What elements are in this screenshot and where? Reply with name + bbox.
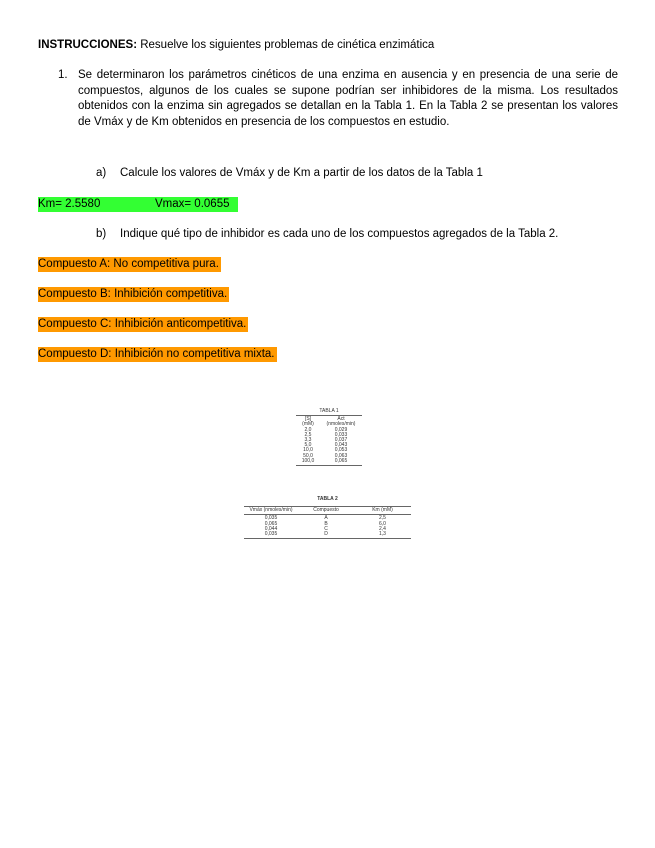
tabla-1-title: TABLA 1 xyxy=(319,408,339,414)
answer-compuesto-b: Compuesto B: Inhibición competitiva. xyxy=(38,288,228,300)
cell-act: 0,029 xyxy=(334,426,348,433)
tabla-2-title: TABLA 2 xyxy=(317,496,338,502)
table-row xyxy=(296,459,362,464)
answer-a-highlight xyxy=(38,197,238,212)
cell-compuesto: C xyxy=(324,525,328,532)
answer-vmax: Vmax= 0.0655 xyxy=(155,198,230,210)
tabla-1-header-s: [S] xyxy=(304,416,312,423)
cell-act: 0,053 xyxy=(334,447,348,454)
tabla-2-header xyxy=(244,508,411,513)
cell-act: 0,037 xyxy=(334,437,348,444)
cell-s: 2,5 xyxy=(304,431,312,438)
cell-vmax: 0,035 xyxy=(264,531,278,538)
part-b-text: Indique qué tipo de inhibidor es cada uno de los compuestos agregados de la Tabla 2. xyxy=(120,228,559,240)
cell-vmax: 0,065 xyxy=(264,520,278,527)
cell-s: 50,0 xyxy=(303,452,313,459)
problem-number: 1. xyxy=(58,69,68,81)
cell-km: 6,0 xyxy=(379,520,386,527)
instructions-text: Resuelve los siguientes problemas de cinética enzimática xyxy=(137,39,435,51)
cell-act: 0,063 xyxy=(334,452,348,459)
part-b xyxy=(96,228,558,240)
cell-compuesto: B xyxy=(324,520,328,527)
cell-act: 0,033 xyxy=(334,431,348,438)
tabla-1-unit-s: (mM) xyxy=(302,421,314,428)
cell-km: 2,5 xyxy=(379,515,386,522)
part-a-text: Calcule los valores de Vmáx y de Km a partir de los datos de la Tabla 1 xyxy=(120,167,483,179)
answer-compuesto-c: Compuesto C: Inhibición anticompetitiva. xyxy=(38,318,247,330)
tabla-1 xyxy=(296,409,362,467)
cell-vmax: 0,044 xyxy=(264,525,278,532)
tabla-2-header-vmax: Vmáx (nmoles/min) xyxy=(249,507,293,514)
answer-compuesto-a: Compuesto A: No competitiva pura. xyxy=(38,258,219,270)
part-a-label: a) xyxy=(96,167,107,179)
cell-s: 10,0 xyxy=(303,447,313,454)
tabla-2-header-km: Km (mM) xyxy=(372,507,393,514)
part-b-label: b) xyxy=(96,228,107,240)
cell-s: 2,0 xyxy=(304,426,312,433)
cell-compuesto: D xyxy=(324,531,328,538)
cell-km: 2,4 xyxy=(379,525,386,532)
tabla-2 xyxy=(244,497,411,540)
cell-compuesto: A xyxy=(324,515,328,522)
problem-1 xyxy=(58,68,618,130)
instructions-label: INSTRUCCIONES: xyxy=(38,39,138,51)
cell-s: 100,0 xyxy=(301,457,315,464)
answer-compuesto-d: Compuesto D: Inhibición no competitiva mixta. xyxy=(38,348,275,360)
instructions-line xyxy=(38,39,434,51)
cell-s: 5,0 xyxy=(304,442,312,449)
tabla-1-unit-act: (nmoles/min) xyxy=(326,421,356,428)
cell-act: 0,043 xyxy=(334,442,348,449)
tabla-1-header-act: Act xyxy=(337,416,345,423)
cell-s: 3,3 xyxy=(304,437,312,444)
problem-text: Se determinaron los parámetros cinéticos de una enzima en ausencia y en presencia de una serie de compuestos, algunos de los cuales se supone podrían ser inhibidores de la misma. Los resultados obtenidos con la enzima sin agregados se detallan en la Tabla 1. En la Tabla 2 se presentan los valores de Vmáx y de Km obtenidos en presencia de los compuestos en estudio. xyxy=(78,69,618,128)
tabla-2-header-compuesto: Compuesto xyxy=(313,507,339,514)
answer-km: Km= 2.5580 xyxy=(38,198,101,210)
cell-act: 0,065 xyxy=(334,457,348,464)
cell-km: 1,3 xyxy=(379,531,386,538)
table-row xyxy=(244,532,411,537)
cell-vmax: 0,035 xyxy=(264,515,278,522)
part-a xyxy=(96,167,483,179)
